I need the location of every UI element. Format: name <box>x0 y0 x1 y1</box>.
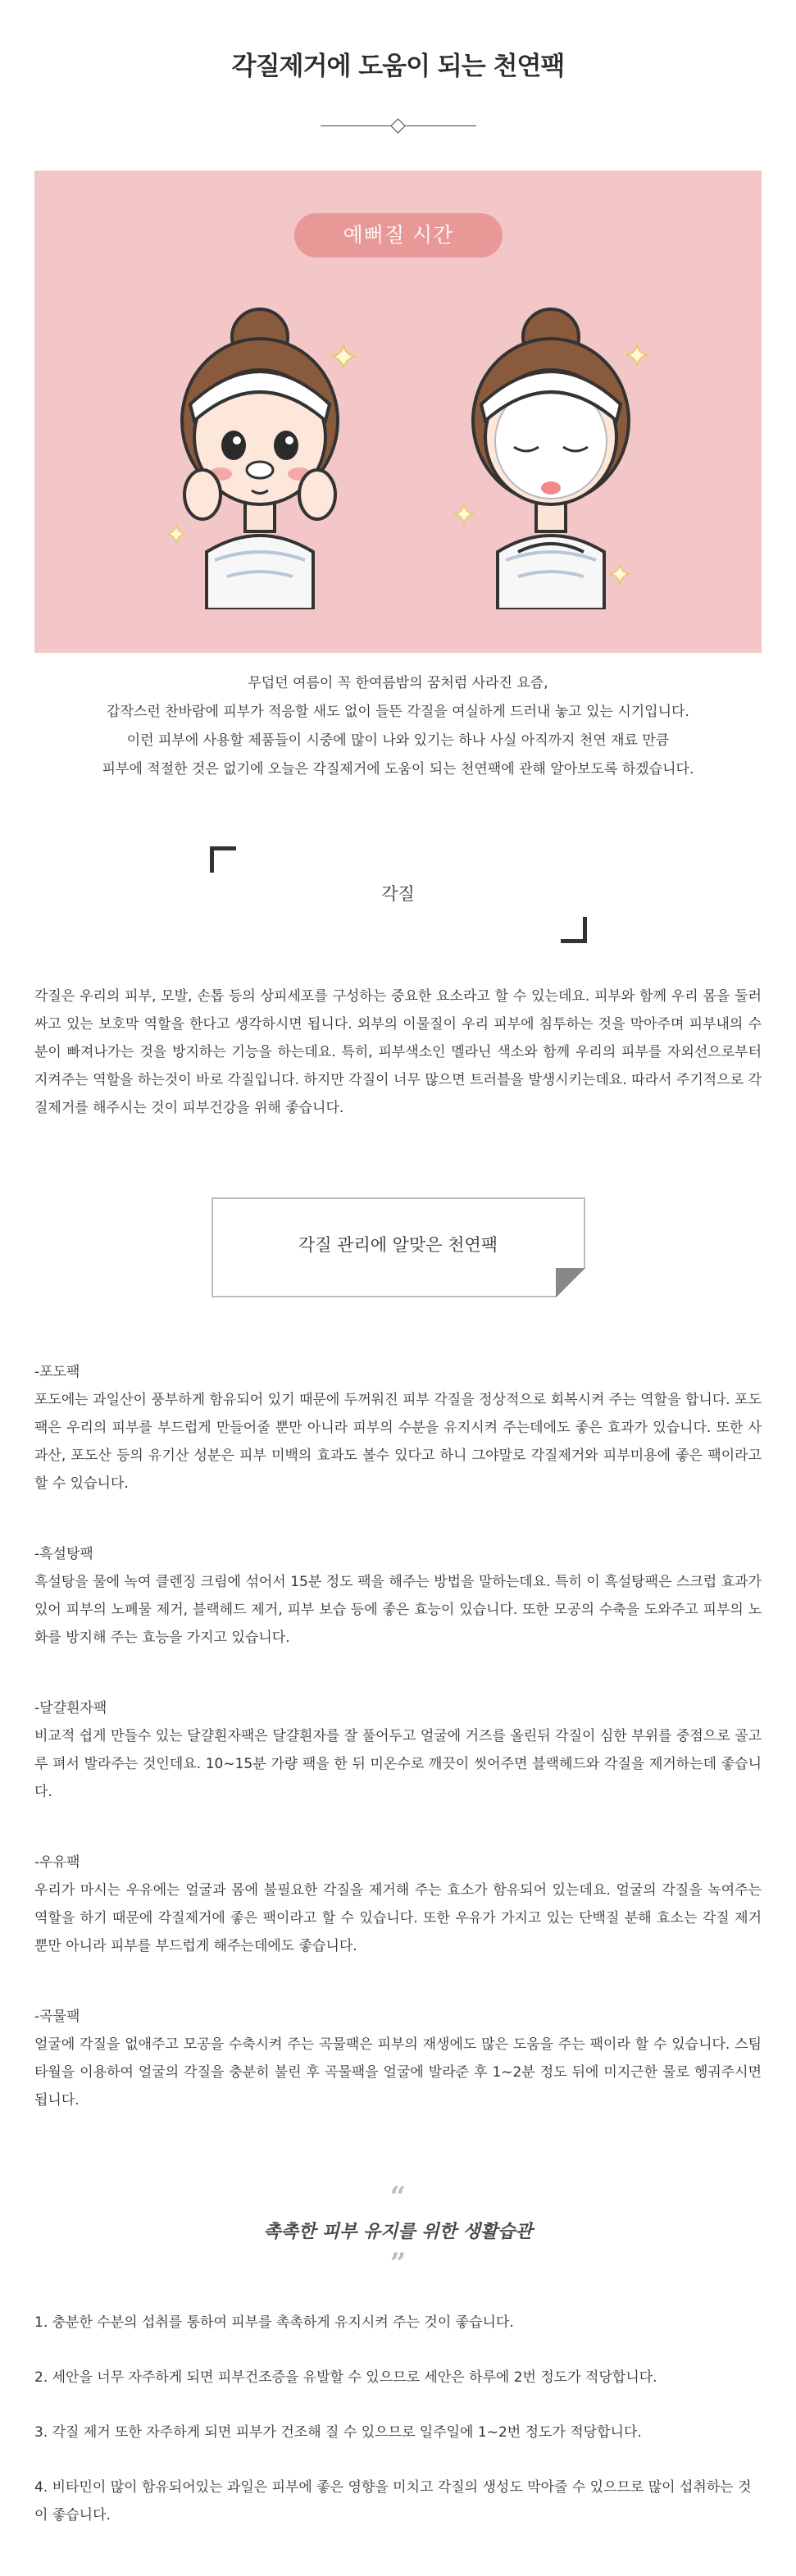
pack-item <box>34 1540 762 1652</box>
divider-diamond-icon <box>390 118 405 133</box>
list-item: 2. 세안을 너무 자주하게 되면 피부건조증을 유발할 수 있으므로 세안은 하루에 2번 정도가 적당합니다. <box>34 2369 657 2386</box>
list-item: 1. 충분한 수분의 섭취를 통하여 피부를 촉촉하게 유지시켜 주는 것이 좋습니다. <box>34 2314 514 2331</box>
section-heading: 각질 <box>381 884 415 904</box>
section-heading-box <box>212 1197 585 1297</box>
hero-badge: 예뻐질 시간 <box>294 213 503 258</box>
open-quote-icon: “ <box>389 2181 407 2214</box>
section-body: 각질은 우리의 피부, 모발, 손톱 등의 상피세포를 구성하는 중요한 요소라고 할 수 있는데요. 피부와 함께 우리 몸을 둘러싸고 있는 보호막 역할을 한다고 생각하시면 됩니다. 외부의 이물질이 우리 피부에 침투하는 것을 막아주며 피부내의 수분이 빠져나가는 것을 방지하는 기능을 하는데요. 특히, 피부색소인 멜라닌 색소와 함께 우리의 피부를 자외선으로부터 지켜주는 역할을 하는것이 바로 각질입니다. 하지만 각질이 너무 많으면 트러블을 발생시키는데요. 따라서 주기적으로 각질제거를 해주시는 것이 피부건강을 위해 좋습니다. <box>34 988 762 1116</box>
intro-line: 피부에 적절한 것은 없기에 오늘은 각질제거에 도움이 되는 천연팩에 관해 알아보도록 하겠습니다. <box>102 761 694 777</box>
pack-body: 포도에는 과일산이 풍부하게 함유되어 있기 때문에 두꺼워진 피부 각질을 정상적으로 회복시켜 주는 역할을 합니다. 포도팩은 우리의 피부를 부드럽게 만들어줄 뿐만 아니라 피부의 수분을 유지시켜 주는데에도 좋은 효과가 있습니다. 또한 사과산, 포도산 등의 유기산 성분은 피부 미백의 효과도 볼수 있다고 하니 그야말로 각질제거와 피부미용에 좋은 팩이라고 할 수 있습니다. <box>34 1392 762 1492</box>
pack-title: -포도팩 <box>34 1364 80 1380</box>
intro-text <box>34 669 762 784</box>
pack-item <box>34 2003 762 2114</box>
section-heading: 각질 관리에 알맞은 천연팩 <box>298 1235 498 1255</box>
pack-title: -달걀흰자팩 <box>34 1700 107 1717</box>
pack-list <box>34 1358 762 2114</box>
section-heading-box <box>210 846 587 943</box>
pack-body: 얼굴에 각질을 없애주고 모공을 수축시켜 주는 곡물팩은 피부의 재생에도 많은 도움을 주는 팩이라 할 수 있습니다. 스팀타월을 이용하여 얼굴의 각질을 충분히 불린 후 곡물팩을 얼굴에 발라준 후 1~2분 정도 뒤에 미지근한 물로 헹궈주시면 됩니다. <box>34 2036 762 2109</box>
intro-line: 무덥던 여름이 꼭 한여름밤의 꿈처럼 사라진 요즘, <box>248 675 548 691</box>
page-fold-icon <box>556 1268 585 1297</box>
intro-line: 갑작스런 찬바람에 피부가 적응할 새도 없이 들뜬 각질을 여실하게 드러내 놓고 있는 시기입니다. <box>107 704 689 720</box>
pack-body: 흑설탕을 물에 녹여 클렌징 크림에 섞어서 15분 정도 팩을 해주는 방법을 말하는데요. 특히 이 흑설탕팩은 스크럽 효과가 있어 피부의 노폐물 제거, 블랙헤드 제거, 피부 보습 등에 좋은 효능이 있습니다. 또한 모공의 수축을 도와주고 피부의 노화를 방지해 주는 효능을 가지고 있습니다. <box>34 1574 762 1646</box>
pack-title: -우유팩 <box>34 1854 80 1871</box>
pack-item <box>34 1358 762 1498</box>
quote-heading <box>34 2181 762 2280</box>
pack-item <box>34 1694 762 1806</box>
corner-bracket-icon <box>210 846 236 873</box>
habit-list <box>34 2309 762 2529</box>
intro-line: 이런 피부에 사용할 제품들이 시중에 많이 나와 있기는 하나 사실 아직까지 천연 재료 만큼 <box>126 732 670 749</box>
pack-body: 우리가 마시는 우유에는 얼굴과 몸에 불필요한 각질을 제거해 주는 효소가 함유되어 있는데요. 얼굴의 각질을 녹여주는 역할을 하기 때문에 각질제거에 좋은 팩이라고 할 수 있습니다. 또한 우유가 가지고 있는 단백질 분해 효소는 각질 제거 뿐만 아니라 피부를 부드럽게 해주는데에도 좋습니다. <box>34 1882 762 1954</box>
page-title: 각질제거에 도움이 되는 천연팩 <box>231 52 565 81</box>
pack-item <box>34 1849 762 1960</box>
close-quote-icon: ” <box>389 2247 407 2280</box>
section-heading: 촉촉한 피부 유지를 위한 생활습관 <box>263 2222 533 2242</box>
title-divider <box>321 118 476 134</box>
list-item: 4. 비타민이 많이 함유되어있는 과일은 피부에 좋은 영향을 미치고 각질의 생성도 막아줄 수 있으므로 많이 섭취하는 것이 좋습니다. <box>34 2479 752 2524</box>
pack-body: 비교적 쉽게 만들수 있는 달걀흰자팩은 달걀흰자를 잘 풀어두고 얼굴에 거즈를 올린뒤 각질이 심한 부위를 중점으로 골고루 펴서 발라주는 것인데요. 10~15분 가량 팩을 한 뒤 미온수로 깨끗이 씻어주면 블랙헤드와 각질을 제거하는데 좋습니다. <box>34 1728 762 1800</box>
girl-with-face-mask-icon <box>461 306 641 609</box>
corner-bracket-icon <box>561 917 587 943</box>
pack-title: -흑설탕팩 <box>34 1546 93 1562</box>
hero-illustration <box>34 171 762 653</box>
list-item: 3. 각질 제거 또한 자주하게 되면 피부가 건조해 질 수 있으므로 일주일에 1~2번 정도가 적당합니다. <box>34 2424 642 2441</box>
pack-title: -곡물팩 <box>34 2008 80 2025</box>
girl-with-nose-pack-icon <box>170 306 350 609</box>
